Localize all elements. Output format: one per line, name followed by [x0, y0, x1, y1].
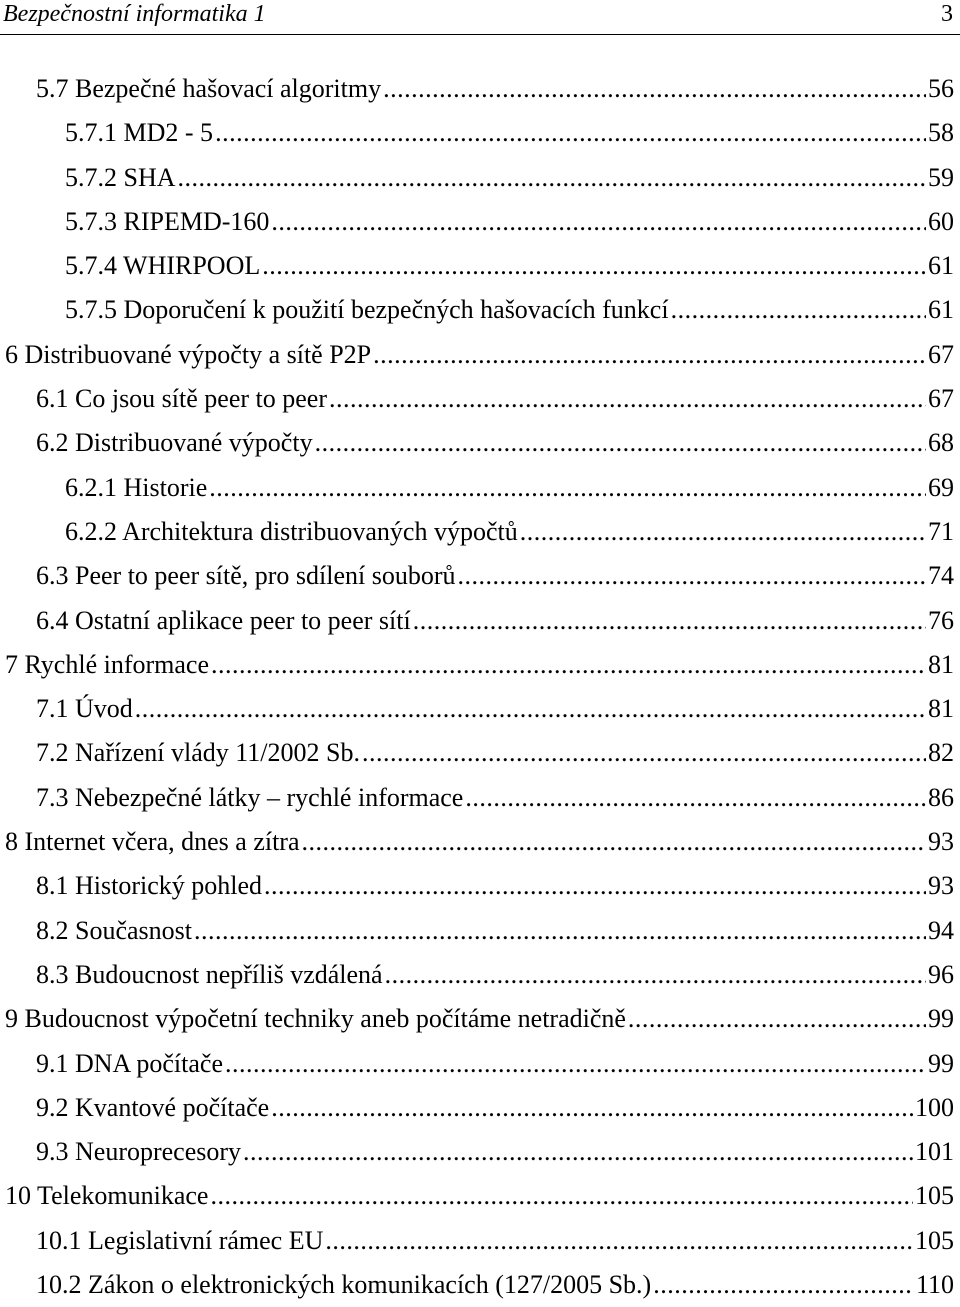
toc-entry-label: 6.3 Peer to peer sítě, pro sdílení souborů — [36, 561, 456, 591]
toc-entry-page: 61 — [928, 251, 954, 281]
toc-entry[interactable] — [0, 67, 960, 111]
toc-entry[interactable] — [0, 1219, 960, 1263]
toc-entry-page: 71 — [928, 516, 954, 546]
toc-entry[interactable] — [0, 244, 960, 288]
toc-entry-page: 100 — [915, 1092, 954, 1122]
toc-entry-label: 5.7.5 Doporučení k použití bezpečných hašovacích funkcí — [65, 295, 669, 325]
toc-leader-dots — [271, 200, 926, 244]
toc-entry-page: 68 — [928, 428, 954, 458]
toc-entry-label: 5.7.3 RIPEMD-160 — [65, 206, 270, 236]
toc-leader-dots — [315, 421, 926, 465]
toc-leader-dots — [210, 1174, 913, 1218]
toc-entry[interactable] — [0, 1042, 960, 1086]
toc-entry[interactable] — [0, 111, 960, 155]
toc-entry-page: 99 — [928, 1048, 954, 1078]
toc-entry-label: 8.2 Současnost — [36, 915, 192, 945]
toc-leader-dots — [209, 466, 926, 510]
toc-entry[interactable] — [0, 909, 960, 953]
toc-leader-dots — [383, 67, 926, 111]
toc-leader-dots — [302, 820, 926, 864]
toc-entry-page: 101 — [915, 1137, 954, 1167]
toc-entry[interactable] — [0, 554, 960, 598]
toc-entry-label: 8 Internet včera, dnes a zítra — [5, 827, 300, 857]
page-number: 3 — [941, 1, 953, 27]
toc-entry-label: 5.7.1 MD2 - 5 — [65, 118, 214, 148]
toc-leader-dots — [215, 111, 926, 155]
page-header — [0, 0, 960, 35]
toc-entry-label: 9.2 Kvantové počítače — [36, 1092, 270, 1122]
running-title: Bezpečnostní informatika 1 — [3, 1, 266, 27]
toc-leader-dots — [671, 288, 926, 332]
toc-leader-dots — [329, 377, 926, 421]
toc-leader-dots — [135, 687, 926, 731]
toc-entry-label: 5.7.2 SHA — [65, 162, 176, 192]
toc-entry-page: 93 — [928, 827, 954, 857]
toc-entry-page: 59 — [928, 162, 954, 192]
toc-entry[interactable] — [0, 776, 960, 820]
toc-entry-label: 6 Distribuované výpočty a sítě P2P — [5, 339, 372, 369]
toc-entry-label: 10.2 Zákon o elektronických komunikacích (127/2005 Sb.) — [36, 1270, 652, 1300]
toc-entry-page: 56 — [928, 74, 954, 103]
table-of-contents — [0, 67, 960, 1307]
toc-entry-page: 105 — [915, 1225, 954, 1255]
toc-entry-page: 69 — [928, 472, 954, 502]
toc-entry[interactable] — [0, 820, 960, 864]
toc-leader-dots — [385, 953, 926, 997]
toc-entry[interactable] — [0, 687, 960, 731]
toc-entry-label: 6.2.2 Architektura distribuovaných výpočtů — [65, 516, 518, 546]
toc-entry[interactable] — [0, 510, 960, 554]
toc-entry-label: 9.1 DNA počítače — [36, 1048, 224, 1078]
toc-leader-dots — [458, 554, 926, 598]
toc-entry-page: 67 — [928, 339, 954, 369]
toc-leader-dots — [628, 997, 926, 1041]
toc-entry[interactable] — [0, 1174, 960, 1218]
toc-entry-label: 10 Telekomunikace — [5, 1181, 209, 1211]
toc-leader-dots — [211, 643, 926, 687]
toc-entry-label: 7.2 Nařízení vlády 11/2002 Sb. — [36, 738, 360, 768]
toc-entry-page: 86 — [928, 782, 954, 812]
toc-entry-page: 81 — [928, 649, 954, 679]
toc-entry-page: 105 — [915, 1181, 954, 1211]
toc-entry[interactable] — [0, 466, 960, 510]
toc-entry-label: 8.3 Budoucnost nepříliš vzdálená — [36, 959, 383, 989]
toc-leader-dots — [225, 1042, 926, 1086]
toc-leader-dots — [653, 1263, 914, 1307]
toc-entry-label: 6.1 Co jsou sítě peer to peer — [36, 384, 327, 414]
toc-entry-page: 81 — [928, 694, 954, 724]
toc-entry[interactable] — [0, 1130, 960, 1174]
toc-entry-label: 6.2.1 Historie — [65, 472, 208, 502]
toc-leader-dots — [413, 599, 926, 643]
toc-leader-dots — [373, 333, 926, 377]
toc-entry-label: 9.3 Neuroprecesory — [36, 1137, 242, 1167]
toc-entry[interactable] — [0, 1086, 960, 1130]
toc-leader-dots — [465, 776, 926, 820]
toc-entry-page: 82 — [928, 738, 954, 768]
toc-entry-page: 74 — [928, 561, 954, 591]
toc-entry-page: 96 — [928, 959, 954, 989]
toc-leader-dots — [520, 510, 926, 554]
toc-entry-label: 6.2 Distribuované výpočty — [36, 428, 313, 458]
toc-entry-label: 5.7.4 WHIRPOOL — [65, 251, 261, 281]
toc-entry[interactable] — [0, 421, 960, 465]
toc-leader-dots — [243, 1130, 913, 1174]
toc-leader-dots — [178, 156, 926, 200]
toc-entry[interactable] — [0, 156, 960, 200]
toc-entry-label: 5.7 Bezpečné hašovací algoritmy — [36, 74, 382, 103]
toc-entry-label: 8.1 Historický pohled — [36, 871, 263, 901]
toc-leader-dots — [264, 864, 926, 908]
toc-entry[interactable] — [0, 731, 960, 775]
toc-entry-page: 93 — [928, 871, 954, 901]
toc-entry-label: 10.1 Legislativní rámec EU — [36, 1225, 324, 1255]
toc-entry-label: 7.1 Úvod — [36, 694, 133, 724]
toc-entry[interactable] — [0, 643, 960, 687]
toc-entry[interactable] — [0, 997, 960, 1041]
toc-entry-label: 7.3 Nebezpečné látky – rychlé informace — [36, 782, 464, 812]
toc-entry[interactable] — [0, 864, 960, 908]
toc-entry-page: 60 — [928, 206, 954, 236]
toc-entry-label: 6.4 Ostatní aplikace peer to peer sítí — [36, 605, 411, 635]
toc-entry-page: 76 — [928, 605, 954, 635]
toc-entry[interactable] — [0, 288, 960, 332]
toc-entry-page: 94 — [928, 915, 954, 945]
toc-leader-dots — [262, 244, 926, 288]
toc-entry[interactable] — [0, 200, 960, 244]
toc-entry[interactable] — [0, 333, 960, 377]
toc-entry[interactable] — [0, 599, 960, 643]
toc-entry-label: 7 Rychlé informace — [5, 649, 209, 679]
toc-entry-page: 99 — [928, 1004, 954, 1034]
toc-leader-dots — [362, 731, 926, 775]
toc-leader-dots — [271, 1086, 913, 1130]
toc-entry[interactable] — [0, 377, 960, 421]
toc-entry-page: 110 — [915, 1270, 954, 1300]
toc-entry-label: 9 Budoucnost výpočetní techniky aneb počítáme netradičně — [5, 1004, 626, 1034]
toc-entry[interactable] — [0, 953, 960, 997]
toc-leader-dots — [194, 909, 926, 953]
toc-entry-page: 58 — [928, 118, 954, 148]
toc-entry-page: 67 — [928, 384, 954, 414]
toc-entry[interactable] — [0, 1263, 960, 1307]
toc-leader-dots — [325, 1219, 913, 1263]
toc-entry-page: 61 — [928, 295, 954, 325]
